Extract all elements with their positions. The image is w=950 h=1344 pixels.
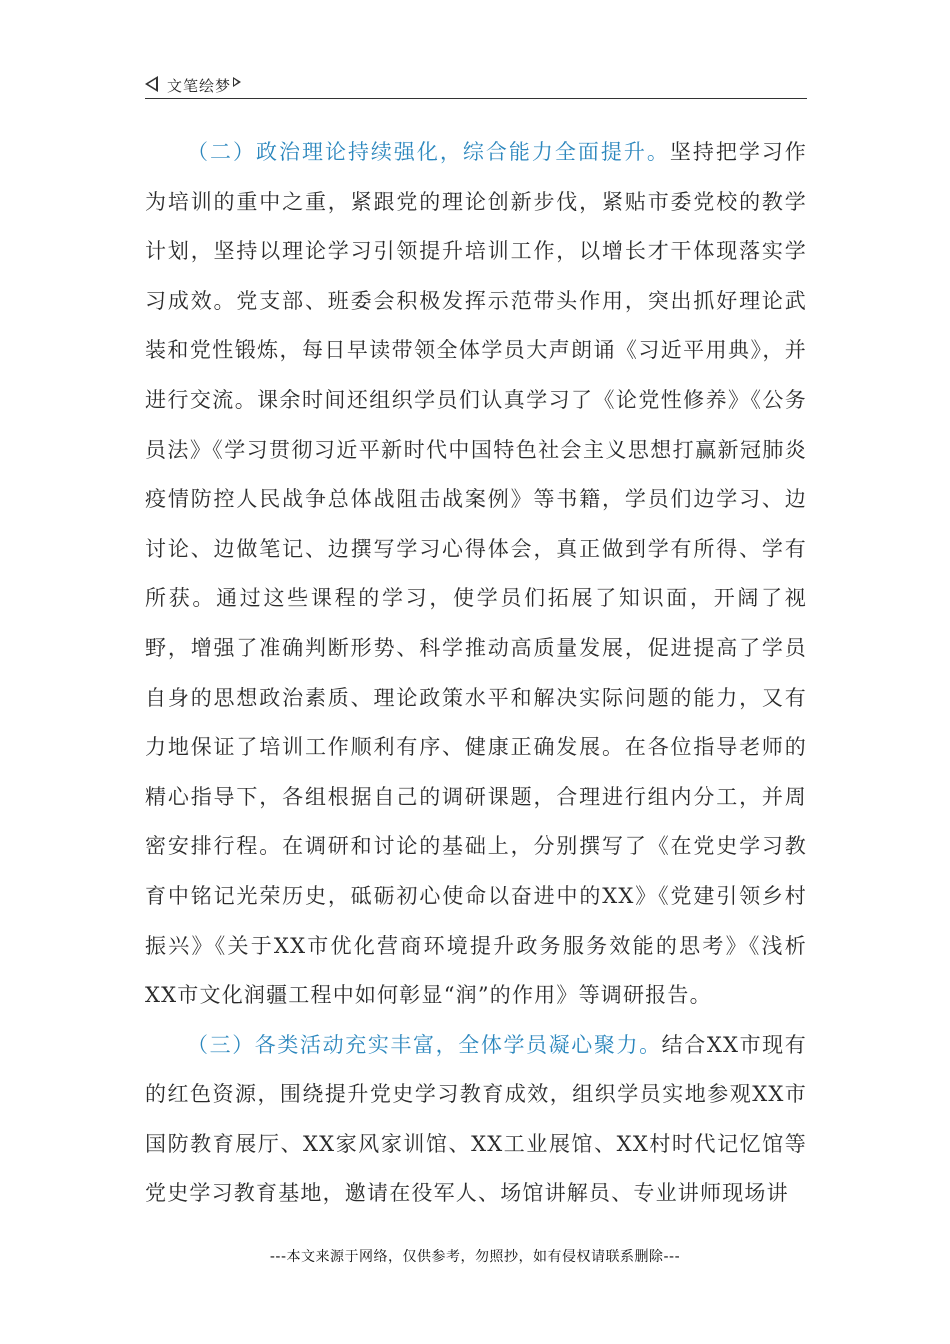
triangle-right-icon: [233, 77, 241, 87]
document-body: [145, 128, 807, 1219]
paragraph-3: [145, 1021, 807, 1219]
page-header: [145, 72, 807, 99]
paragraph-2: [145, 128, 807, 1021]
paragraph-text-2: 坚持把学习作为培训的重中之重，紧跟党的理论创新步伐，紧贴市委党校的教学计划，坚持以理论学习引领提升培训工作，以增长才干体现落实学习成效。党支部、班委会积极发挥示范带头作用，突出抓好理论武装和党性锻炼，每日早读带领全体学员大声朗诵《习近平用典》，并进行交流。课余时间还组织学员们认真学习了《论党性修养》《公务员法》《学习贯彻习近平新时代中国特色社会主义思想打赢新冠肺炎疫情防控人民战争总体战阻击战案例》等书籍，学员们边学习、边讨论、边做笔记、边撰写学习心得体会，真正做到学有所得、学有所获。通过这些课程的学习，使学员们拓展了知识面，开阔了视野，增强了准确判断形势、科学推动高质量发展，促进提高了学员自身的思想政治素质、理论政策水平和解决实际问题的能力，又有力地保证了培训工作顺利有序、健康正确发展。在各位指导老师的精心指导下，各组根据自己的调研课题，合理进行组内分工，并周密安排行程。在调研和讨论的基础上，分别撰写了《在党史学习教育中铭记光荣历史，砥砺初心使命以奋进中的XX》《党建引领乡村振兴》《关于XX市优化营商环境提升政务服务效能的思考》《浅析XX市文化润疆工程中如何彰显“润”的作用》等调研报告。: [145, 140, 808, 1008]
section-heading-2: （二）政治理论持续强化，综合能力全面提升。: [187, 140, 670, 164]
footer-disclaimer: ---本文来源于网络，仅供参考，勿照抄，如有侵权请联系删除---: [269, 1249, 681, 1265]
section-heading-3: （三）各类活动充实丰富，全体学员凝心聚力。: [187, 1032, 662, 1057]
triangle-left-icon: [145, 76, 158, 92]
paragraph-text-3: 结合XX市现有的红色资源，围绕提升党史学习教育成效，组织学员实地参观XX市国防教育展厅、XX家风家训馆、XX工业展馆、XX村时代记忆馆等党史学习教育基地，邀请在役军人、场馆讲解员、专业讲师现场讲: [145, 1032, 807, 1206]
brand-name: 文笔绘梦: [167, 77, 232, 95]
